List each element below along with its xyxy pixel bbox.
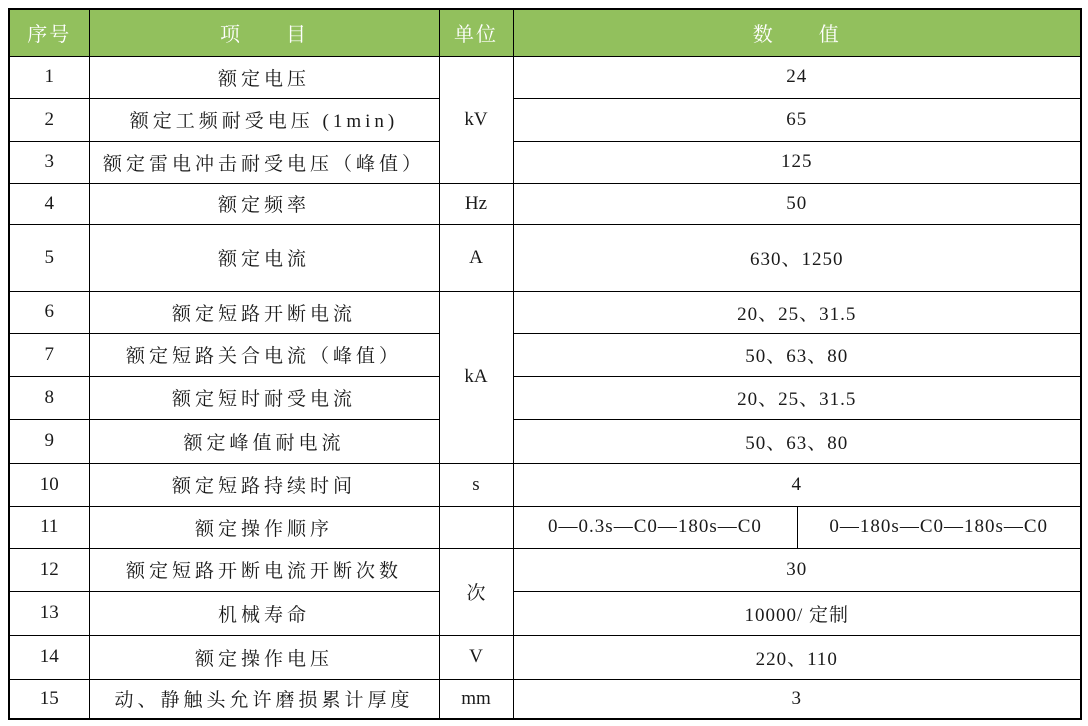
cell-unit-kv: kV: [439, 56, 513, 183]
cell-no: 7: [9, 333, 89, 376]
cell-value-right: 0—180s—C0—180s—C0: [797, 506, 1081, 548]
header-unit: 单位: [439, 9, 513, 56]
cell-item: 动、静触头允许磨损累计厚度: [89, 679, 439, 719]
cell-item: 额定短路开断电流: [89, 291, 439, 333]
cell-item: 额定频率: [89, 183, 439, 224]
cell-unit: mm: [439, 679, 513, 719]
cell-value: 50、63、80: [513, 333, 1081, 376]
cell-item: 额定短路关合电流（峰值）: [89, 333, 439, 376]
table-row: [9, 635, 1081, 679]
cell-value: 125: [513, 141, 1081, 183]
cell-no: 2: [9, 98, 89, 141]
cell-value: 24: [513, 56, 1081, 98]
cell-unit-ka: kA: [439, 291, 513, 463]
table-row: [9, 291, 1081, 333]
table-row: [9, 224, 1081, 291]
cell-no: 8: [9, 376, 89, 419]
cell-no: 9: [9, 419, 89, 463]
cell-no: 6: [9, 291, 89, 333]
table-row: [9, 548, 1081, 591]
table-row: [9, 463, 1081, 506]
cell-value: 20、25、31.5: [513, 376, 1081, 419]
header-value: 数 值: [513, 9, 1081, 56]
cell-no: 15: [9, 679, 89, 719]
cell-item: 额定短路持续时间: [89, 463, 439, 506]
header-row: [9, 9, 1081, 56]
cell-no: 14: [9, 635, 89, 679]
cell-value: 20、25、31.5: [513, 291, 1081, 333]
cell-unit: s: [439, 463, 513, 506]
table-row: [9, 333, 1081, 376]
cell-item: 额定电压: [89, 56, 439, 98]
table-row: [9, 591, 1081, 635]
cell-item: 额定操作顺序: [89, 506, 439, 548]
cell-item: 额定峰值耐电流: [89, 419, 439, 463]
cell-no: 11: [9, 506, 89, 548]
cell-unit: A: [439, 224, 513, 291]
table-row: [9, 419, 1081, 463]
table-row: [9, 98, 1081, 141]
cell-no: 1: [9, 56, 89, 98]
cell-unit-empty: [439, 506, 513, 548]
cell-item: 机械寿命: [89, 591, 439, 635]
table-row: [9, 141, 1081, 183]
table-row: [9, 506, 1081, 548]
table-row: [9, 679, 1081, 719]
header-no: 序号: [9, 9, 89, 56]
cell-no: 10: [9, 463, 89, 506]
cell-value: 10000/ 定制: [513, 591, 1081, 635]
cell-value: 3: [513, 679, 1081, 719]
cell-item: 额定雷电冲击耐受电压（峰值）: [89, 141, 439, 183]
cell-no: 5: [9, 224, 89, 291]
header-item: 项 目: [89, 9, 439, 56]
cell-no: 3: [9, 141, 89, 183]
cell-value: 30: [513, 548, 1081, 591]
cell-unit-ci: 次: [439, 548, 513, 635]
cell-value: 65: [513, 98, 1081, 141]
cell-no: 13: [9, 591, 89, 635]
cell-value: 4: [513, 463, 1081, 506]
cell-item: 额定短时耐受电流: [89, 376, 439, 419]
cell-no: 4: [9, 183, 89, 224]
table-row: [9, 376, 1081, 419]
cell-value: 50、63、80: [513, 419, 1081, 463]
cell-value: 630、1250: [513, 224, 1081, 291]
cell-unit: Hz: [439, 183, 513, 224]
cell-no: 12: [9, 548, 89, 591]
spec-table: [8, 8, 1082, 720]
cell-item: 额定电流: [89, 224, 439, 291]
cell-value-left: 0—0.3s—C0—180s—C0: [513, 506, 797, 548]
cell-item: 额定工频耐受电压 (1min): [89, 98, 439, 141]
cell-unit: V: [439, 635, 513, 679]
table-row: [9, 183, 1081, 224]
table-row: [9, 56, 1081, 98]
cell-value: 220、110: [513, 635, 1081, 679]
cell-value: 50: [513, 183, 1081, 224]
cell-item: 额定操作电压: [89, 635, 439, 679]
cell-item: 额定短路开断电流开断次数: [89, 548, 439, 591]
